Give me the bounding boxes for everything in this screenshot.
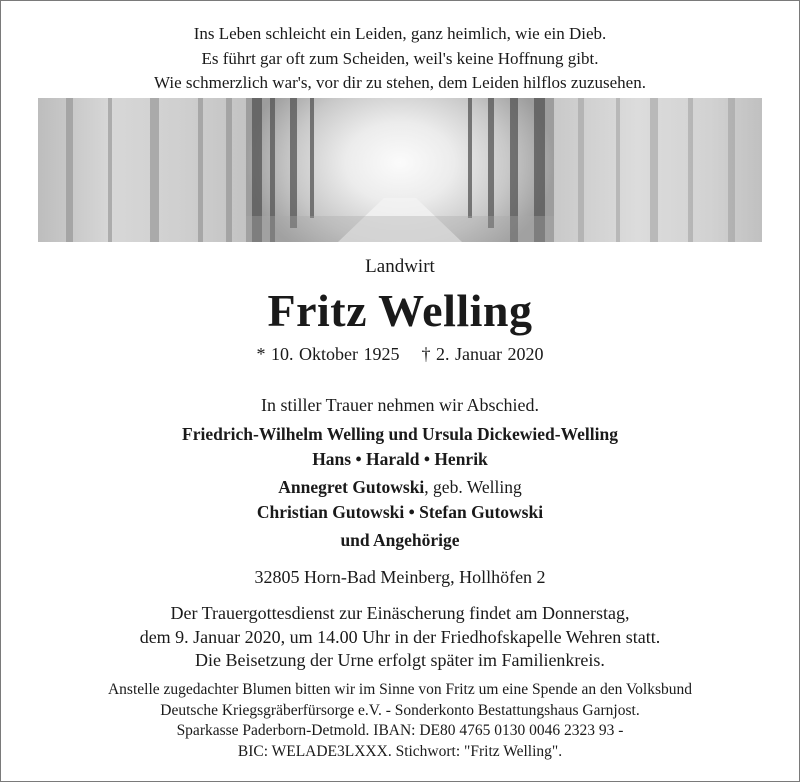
birth-date: * 10. Oktober 1925 — [256, 344, 400, 364]
poem-line: Wie schmerzlich war's, vor dir zu stehen, dem Leiden hilflos zuzusehen. — [154, 73, 646, 92]
service-line: Die Beisetzung der Urne erfolgt später im Familienkreis. — [195, 650, 605, 670]
donation-line: BIC: WELADE3LXXX. Stichwort: "Fritz Welling". — [237, 742, 563, 760]
memorial-poem — [0, 22, 800, 96]
service-line: Der Trauergottesdienst zur Einäscherung findet am Donnerstag, — [170, 603, 630, 623]
mourner-maiden-name: , geb. Welling — [424, 477, 522, 497]
forest-trees-graphic — [38, 98, 762, 242]
mourner-line: Hans • Harald • Henrik — [312, 449, 488, 469]
mourner-line: und Angehörige — [340, 530, 460, 550]
service-line: dem 9. Januar 2020, um 14.00 Uhr in der Friedhofskapelle Wehren statt. — [139, 626, 661, 647]
poem-line: Es führt gar oft zum Scheiden, weil's keine Hoffnung gibt. — [201, 48, 599, 68]
funeral-service-info — [0, 602, 800, 673]
forest-path-photo — [38, 98, 762, 242]
donation-line: Deutsche Kriegsgräberfürsorge e.V. - Sonderkonto Bestattungshaus Garnjost. — [160, 701, 640, 719]
mourners-list — [0, 422, 800, 553]
donation-request — [0, 680, 800, 762]
life-dates — [0, 344, 800, 365]
death-date: † 2. Januar 2020 — [421, 344, 544, 364]
mourner-name: Annegret Gutowski — [278, 477, 425, 497]
poem-line: Ins Leben schleicht ein Leiden, ganz heimlich, wie ein Dieb. — [193, 24, 607, 43]
donation-line: Sparkasse Paderborn-Detmold. IBAN: DE80 4765 0130 0046 2323 93 - — [176, 722, 624, 739]
mourner-line: Friedrich-Wilhelm Welling und Ursula Dickewied-Welling — [182, 424, 618, 444]
occupation: Landwirt — [365, 256, 435, 277]
farewell-text: In stiller Trauer nehmen wir Abschied. — [261, 395, 539, 415]
deceased-name: Fritz Welling — [267, 285, 533, 336]
mourner-line — [0, 475, 800, 500]
donation-line: Anstelle zugedachter Blumen bitten wir im Sinne von Fritz um eine Spende an den Volksbund — [107, 681, 693, 698]
family-address: 32805 Horn-Bad Meinberg, Hollhöfen 2 — [254, 567, 546, 587]
mourner-line: Christian Gutowski • Stefan Gutowski — [256, 502, 544, 522]
